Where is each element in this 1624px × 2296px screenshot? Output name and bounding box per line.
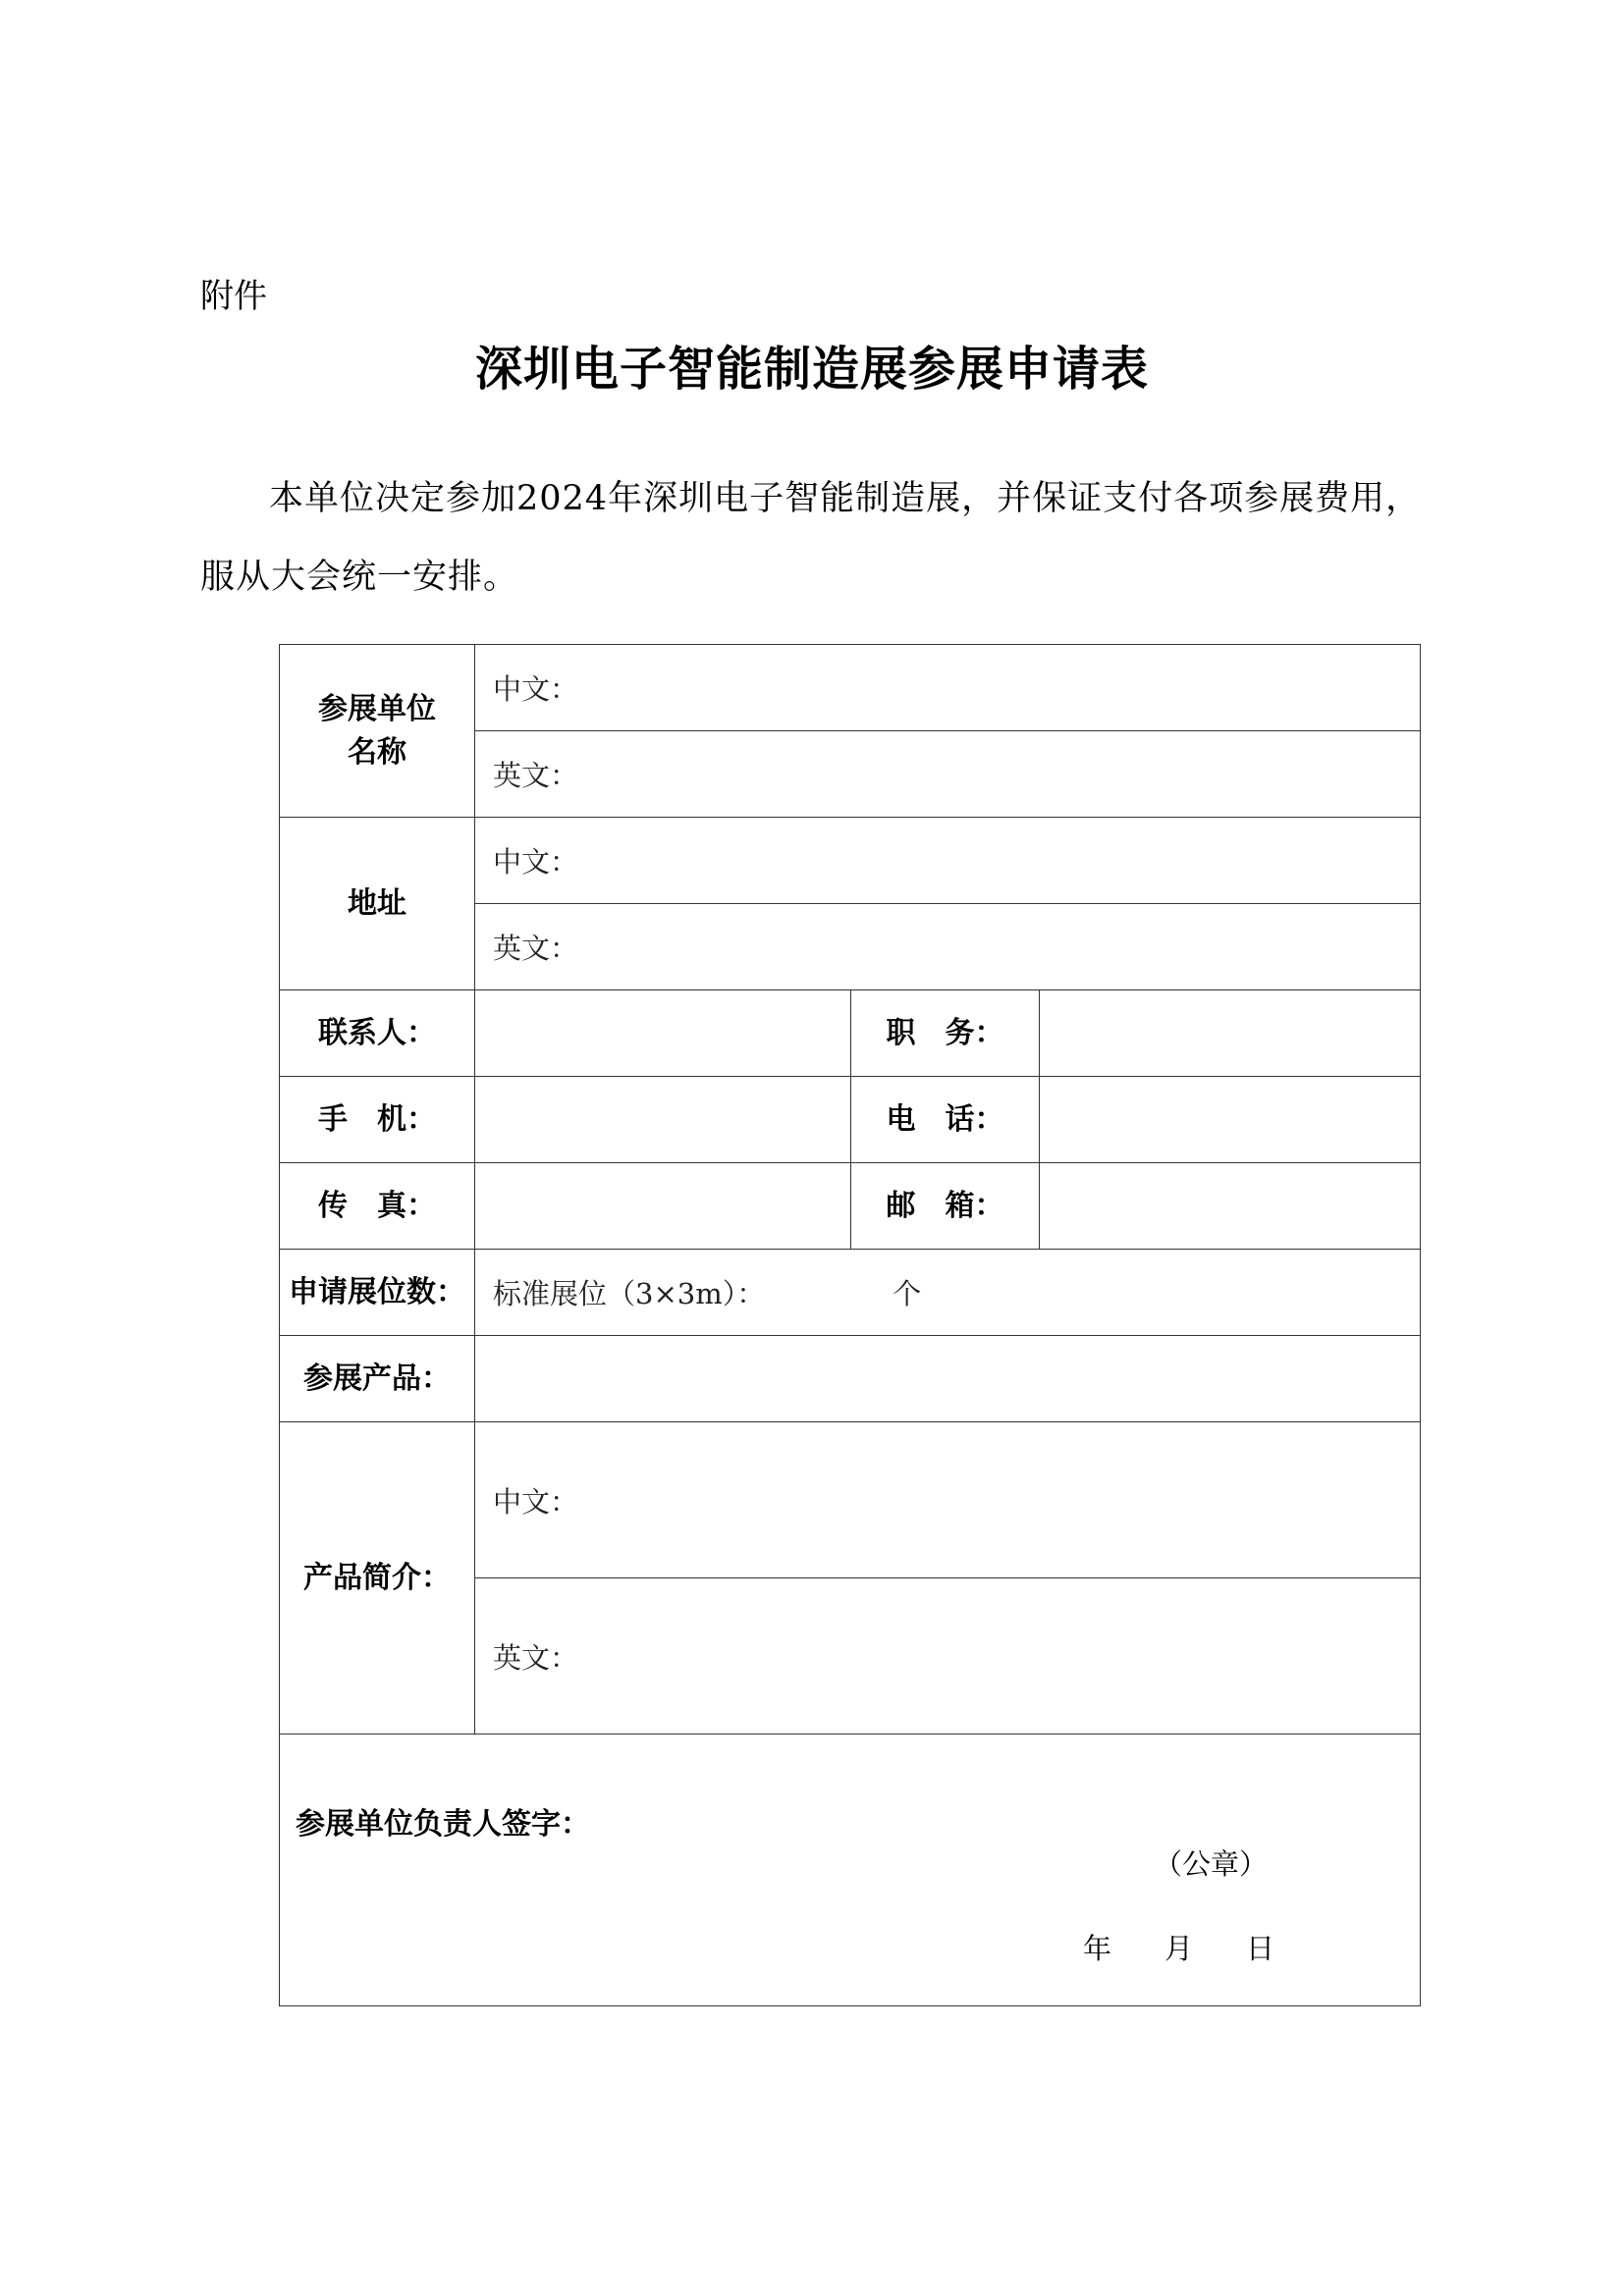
product-intro-label: 产品简介： <box>280 1422 475 1735</box>
signature-row <box>280 1735 1421 2006</box>
day-label: 日 <box>1246 1932 1275 1965</box>
booth-count-label: 申请展位数： <box>280 1250 475 1336</box>
phone-label: 电 话： <box>851 1077 1040 1163</box>
company-name-row-cn <box>280 645 1421 731</box>
product-intro-en-field[interactable]: 英文： <box>475 1578 1421 1735</box>
contact-field[interactable] <box>475 990 851 1077</box>
company-name-en-field[interactable]: 英文： <box>475 731 1421 818</box>
company-name-label: 参展单位名称 <box>280 645 475 818</box>
fax-label: 传 真： <box>280 1163 475 1250</box>
booth-unit: 个 <box>893 1277 922 1310</box>
booth-count-row <box>280 1250 1421 1336</box>
fax-row <box>280 1163 1421 1250</box>
position-field[interactable] <box>1040 990 1421 1077</box>
address-row-cn <box>280 818 1421 904</box>
attachment-label: 附件 <box>200 277 267 316</box>
contact-label: 联系人： <box>280 990 475 1077</box>
address-label: 地址 <box>280 818 475 990</box>
products-field[interactable] <box>475 1336 1421 1422</box>
signature-field[interactable] <box>280 1735 1421 2006</box>
product-intro-cn-field[interactable]: 中文： <box>475 1422 1421 1578</box>
booth-standard-text: 标准展位（3×3m）： <box>493 1277 766 1310</box>
booth-count-field[interactable] <box>475 1250 1421 1336</box>
products-row <box>280 1336 1421 1422</box>
mobile-row <box>280 1077 1421 1163</box>
contact-row <box>280 990 1421 1077</box>
email-field[interactable] <box>1040 1163 1421 1250</box>
products-label: 参展产品： <box>280 1336 475 1422</box>
date-line <box>1083 1927 1274 1967</box>
seal-label: （公章） <box>1154 1847 1269 1881</box>
intro-paragraph: 本单位决定参加2024年深圳电子智能制造展，并保证支付各项参展费用，服从大会统一安排。 <box>200 479 1422 597</box>
phone-field[interactable] <box>1040 1077 1421 1163</box>
address-en-field[interactable]: 英文： <box>475 904 1421 990</box>
mobile-label: 手 机： <box>280 1077 475 1163</box>
position-label: 职 务： <box>851 990 1040 1077</box>
mobile-field[interactable] <box>475 1077 851 1163</box>
company-name-cn-field[interactable]: 中文： <box>475 645 1421 731</box>
signature-label: 参展单位负责人签字： <box>296 1807 590 1842</box>
form-title: 深圳电子智能制造展参展申请表 <box>474 342 1149 397</box>
year-label: 年 <box>1083 1932 1112 1965</box>
email-label: 邮 箱： <box>851 1163 1040 1250</box>
month-label: 月 <box>1164 1932 1194 1965</box>
fax-field[interactable] <box>475 1163 851 1250</box>
product-intro-row-cn <box>280 1422 1421 1578</box>
application-form-table <box>279 644 1421 2006</box>
address-cn-field[interactable]: 中文： <box>475 818 1421 904</box>
